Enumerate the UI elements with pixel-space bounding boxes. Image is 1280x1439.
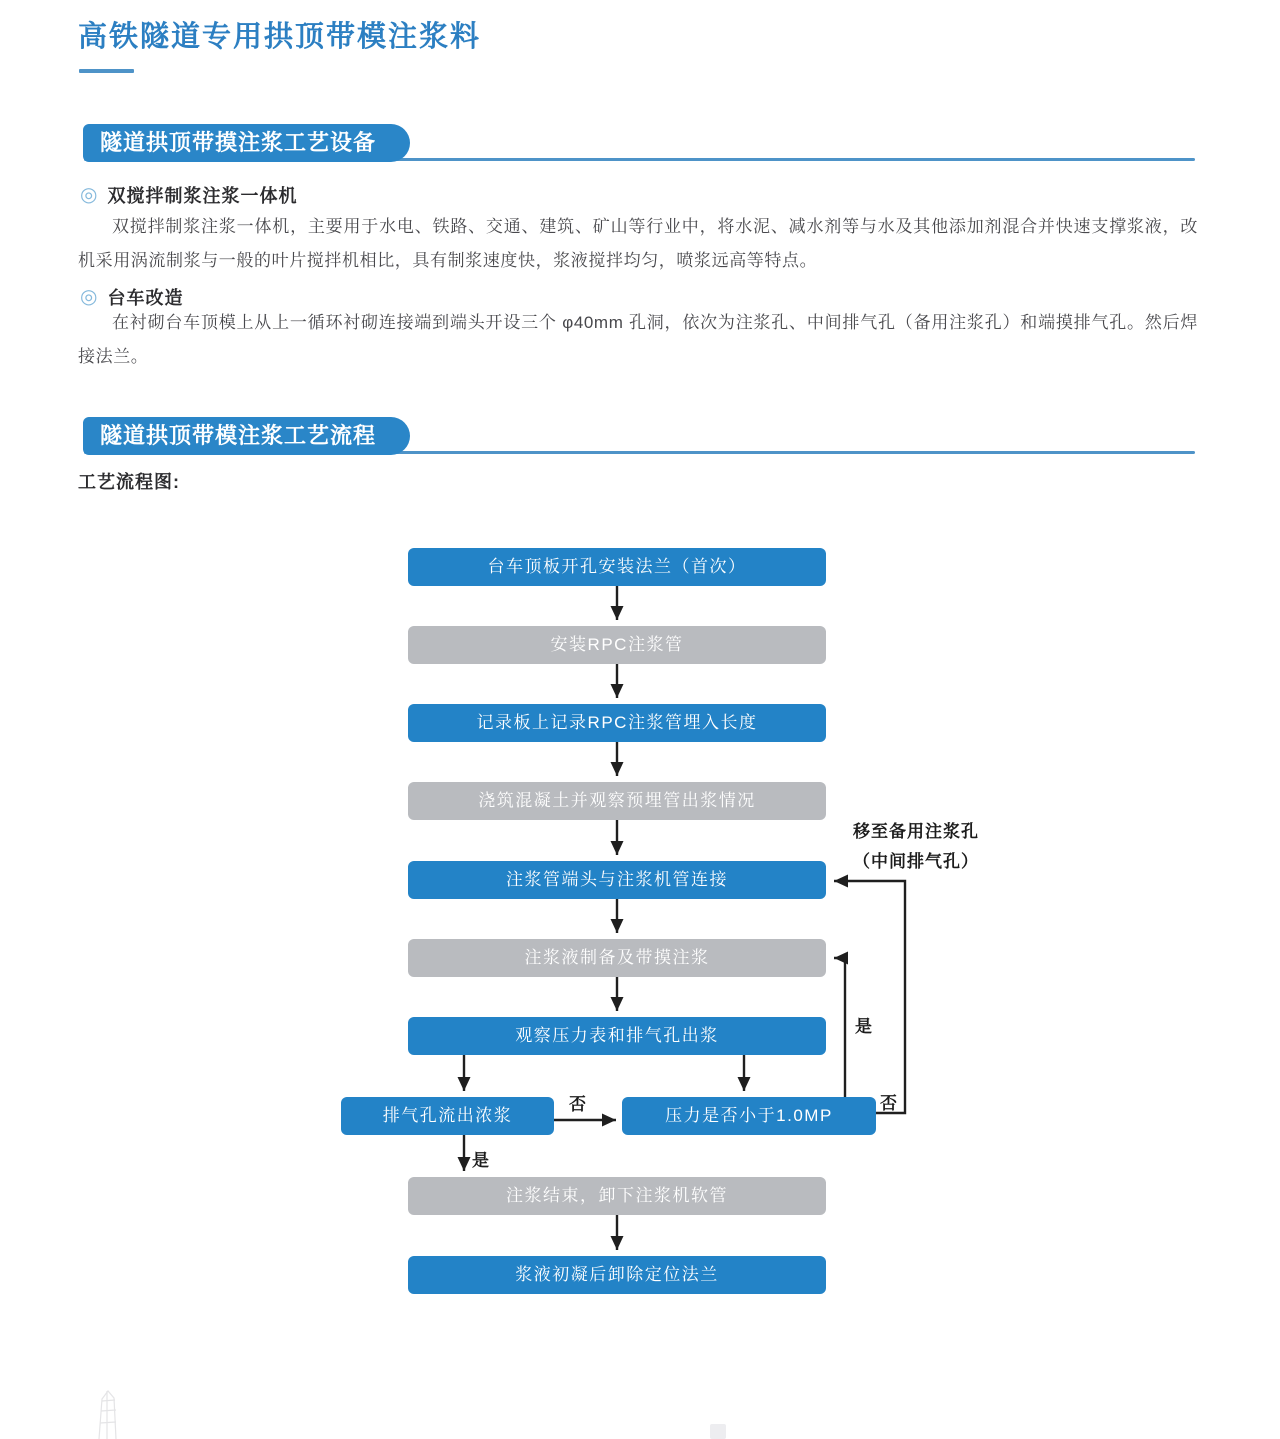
ring-bullet-icon: ◎	[80, 184, 98, 206]
flow-step-install-flange: 台车顶板开孔安装法兰（首次）	[408, 548, 826, 586]
title-underline	[79, 69, 134, 73]
flowchart-caption: 工艺流程图:	[78, 472, 180, 492]
page-title: 高铁隧道专用拱顶带模注浆料	[78, 21, 482, 53]
ring-bullet-icon: ◎	[80, 286, 98, 308]
flow-step-pour-concrete: 浇筑混凝土并观察预埋管出浆情况	[408, 782, 826, 820]
section2-header-tab: 隧道拱顶带模注浆工艺流程	[83, 417, 410, 455]
edge-label-no-horizontal: 否	[569, 1095, 587, 1114]
equipment-item1-heading-row	[80, 182, 297, 208]
equipment-item1-heading: 双搅拌制浆注浆一体机	[107, 186, 298, 206]
footer-smudge	[710, 1424, 726, 1439]
section1-header-tab: 隧道拱顶带摸注浆工艺设备	[83, 124, 410, 162]
equipment-item2-heading: 台车改造	[107, 288, 184, 308]
equipment-item2-body: 在衬砌台车顶模上从上一循环衬砌连接端到端头开设三个 φ40mm 孔洞，依次为注浆孔、中间排气孔（备用注浆孔）和端摸排气孔。然后焊接法兰。	[78, 313, 1198, 366]
edge-label-yes-down: 是	[472, 1151, 490, 1170]
annotation-move-to-backup-hole-line1: 移至备用注浆孔	[853, 822, 979, 841]
flow-step-record-length: 记录板上记录RPC注浆管埋入长度	[408, 704, 826, 742]
flow-step-prepare-grout: 注浆液制备及带摸注浆	[408, 939, 826, 977]
edge-label-no-loop: 否	[880, 1094, 898, 1113]
flow-step-remove-flange: 浆液初凝后卸除定位法兰	[408, 1256, 826, 1294]
annotation-move-to-backup-hole-line2: （中间排气孔）	[853, 852, 979, 871]
edge-label-yes-loop: 是	[855, 1017, 873, 1036]
flow-step-install-rpc-pipe: 安装RPC注浆管	[408, 626, 826, 664]
equipment-item1-body: 双搅拌制浆注浆一体机，主要用于水电、铁路、交通、建筑、矿山等行业中，将水泥、减水剂等与水及其他添加剂混合并快速支撑浆液，改机采用涡流制浆与一般的叶片搅拌机相比，具有制浆速度快，浆液搅拌均匀，喷浆远高等特点。	[78, 217, 1198, 270]
flow-step-pressure-check: 压力是否小于1.0MP	[622, 1097, 876, 1135]
flow-step-observe-gauge: 观察压力表和排气孔出浆	[408, 1017, 826, 1055]
building-watermark	[85, 1385, 135, 1439]
flow-step-vent-thick-grout: 排气孔流出浓浆	[341, 1097, 554, 1135]
flow-step-end-grouting: 注浆结束，卸下注浆机软管	[408, 1177, 826, 1215]
flow-step-connect-pipe: 注浆管端头与注浆机管连接	[408, 861, 826, 899]
